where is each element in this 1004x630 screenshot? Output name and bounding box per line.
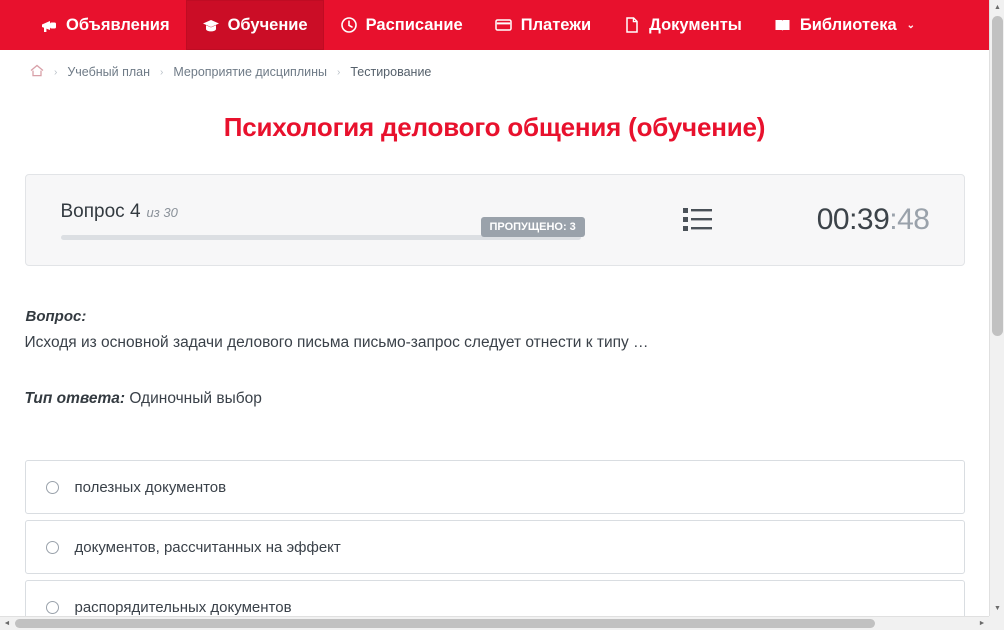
timer-seconds: :48 <box>889 203 930 236</box>
main-navigation <box>0 0 989 50</box>
book-icon <box>774 16 792 34</box>
question-text: Исходя из основной задачи делового письма письмо-запрос следует отнести к типу … <box>24 334 649 351</box>
timer-minutes: 00:39 <box>816 203 890 236</box>
breadcrumb-separator-3: › <box>337 66 341 78</box>
question-progress-column <box>26 201 586 240</box>
card-icon <box>495 16 513 34</box>
nav-item-learning[interactable] <box>186 0 324 50</box>
vertical-scrollbar[interactable] <box>989 0 1004 616</box>
answer-option-2[interactable] <box>25 520 965 574</box>
content-wrapper <box>25 174 965 616</box>
radio-button-icon[interactable] <box>46 481 59 494</box>
answer-type-value: Одиночный выбор <box>129 390 262 407</box>
page-title: Психология делового общения (обучение) <box>223 112 766 142</box>
answer-type-row <box>25 390 965 408</box>
nav-label-payments: Платежи <box>520 15 592 34</box>
scroll-left-arrow-icon[interactable]: ◄ <box>3 620 11 627</box>
breadcrumb <box>0 50 989 88</box>
list-view-icon[interactable] <box>683 207 713 233</box>
nav-label-learning: Обучение <box>227 15 308 34</box>
radio-button-icon[interactable] <box>46 541 59 554</box>
question-list-column <box>586 207 817 233</box>
breadcrumb-item-testing: Тестирование <box>350 65 432 79</box>
graduation-cap-icon <box>202 16 220 34</box>
question-status-card <box>25 174 965 266</box>
breadcrumb-item-discipline-event[interactable]: Мероприятие дисциплины <box>173 65 327 79</box>
scroll-right-arrow-icon[interactable]: ► <box>978 620 986 627</box>
clock-icon <box>340 16 358 34</box>
question-number-label: Вопрос 4 <box>60 200 141 222</box>
status-badge-skipped: ПРОПУЩЕНО: 3 <box>481 217 585 237</box>
nav-item-schedule[interactable] <box>324 0 479 50</box>
nav-item-payments[interactable] <box>479 0 607 50</box>
answer-option-1[interactable] <box>25 460 965 514</box>
answer-option-label-1: полезных документов <box>74 478 227 496</box>
nav-label-library: Библиотека <box>799 15 897 34</box>
answer-option-label-2: документов, рассчитанных на эффект <box>74 538 341 556</box>
breadcrumb-item-curriculum[interactable]: Учебный план <box>67 65 151 79</box>
breadcrumb-separator-2: › <box>160 66 164 78</box>
home-icon[interactable] <box>30 64 44 80</box>
scroll-up-arrow-icon[interactable]: ▲ <box>990 0 1004 15</box>
nav-item-library[interactable] <box>758 0 931 50</box>
answer-option-label-3: распорядительных документов <box>74 598 292 616</box>
countdown-timer <box>817 203 964 237</box>
nav-label-schedule: Расписание <box>365 15 463 34</box>
answer-options-list <box>25 460 965 616</box>
megaphone-icon <box>40 16 58 34</box>
horizontal-scrollbar-thumb[interactable] <box>15 619 875 628</box>
answer-option-3[interactable] <box>25 580 965 616</box>
scroll-down-arrow-icon[interactable]: ▼ <box>990 601 1004 616</box>
horizontal-scrollbar[interactable] <box>0 616 1004 630</box>
question-label: Вопрос: <box>25 308 87 325</box>
nav-item-announcements[interactable] <box>24 0 186 50</box>
radio-button-icon[interactable] <box>46 601 59 614</box>
nav-label-announcements: Объявления <box>66 15 170 34</box>
document-icon <box>623 16 641 34</box>
chevron-down-icon[interactable]: ⌄ <box>906 19 916 31</box>
breadcrumb-separator-1: › <box>54 66 58 78</box>
nav-item-documents[interactable] <box>607 0 758 50</box>
nav-label-documents: Документы <box>649 15 742 34</box>
vertical-scrollbar-thumb[interactable] <box>992 16 1003 336</box>
scrollbar-corner <box>989 616 1004 630</box>
answer-type-label: Тип ответа: <box>24 390 126 407</box>
question-total-label: из 30 <box>146 204 178 220</box>
